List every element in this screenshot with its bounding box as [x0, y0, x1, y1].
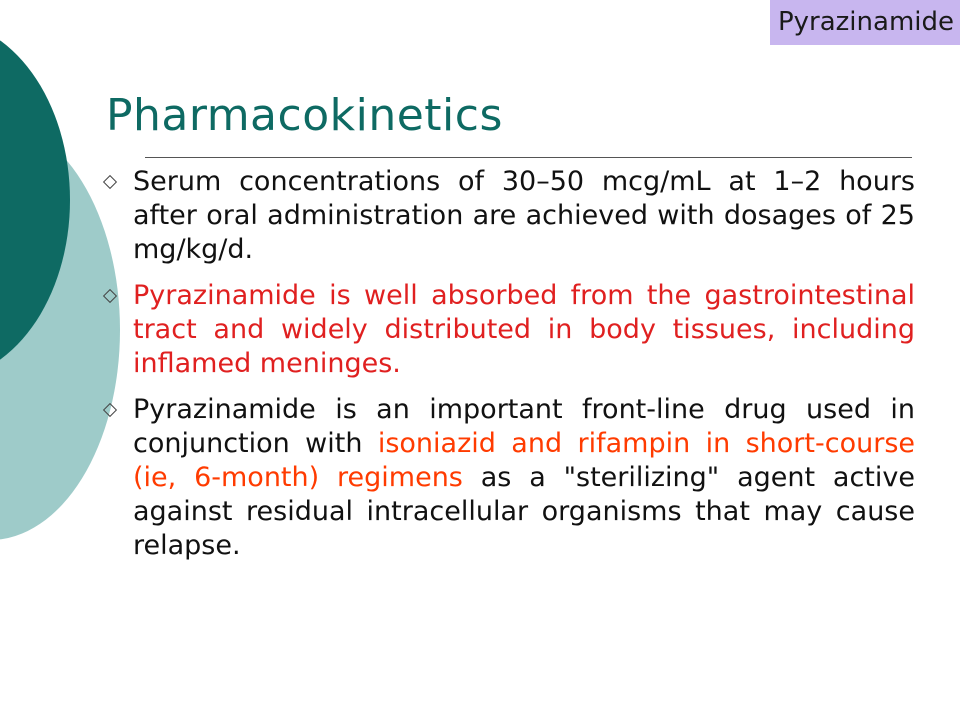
- bullet-text: Pyrazinamide is well absorbed from the gastrointestinal tract and widely distributed in body tissues, including inflamed meninges.: [133, 280, 915, 379]
- bullet-text-highlight: short-course (ie, 6-month) regimens: [133, 428, 915, 493]
- bullet-item-absorption: [100, 279, 915, 381]
- title-divider: [145, 157, 912, 158]
- diamond-bullet-icon: [103, 175, 117, 189]
- diamond-bullet-icon: [103, 289, 117, 303]
- topic-tag: Pyrazinamide: [770, 0, 960, 45]
- bullet-text-part: as a "sterilizing" agent active against residual intracellular organisms that may cause relapse.: [133, 462, 915, 561]
- bullet-text: Serum concentrations of 30–50 mcg/mL at 1–2 hours after oral administration are achieved with dosages of 25 mg/kg/d.: [133, 166, 915, 265]
- bullet-list: [100, 165, 915, 575]
- bullet-text-highlight: isoniazid and rifampin in: [377, 428, 746, 459]
- bullet-item-serum: [100, 165, 915, 267]
- diamond-bullet-icon: [103, 403, 117, 417]
- bullet-item-front-line: [100, 393, 915, 563]
- slide-title: Pharmacokinetics: [106, 90, 503, 141]
- bullet-text-part: Pyrazinamide is an important front-line drug used in conjunction with: [133, 394, 915, 459]
